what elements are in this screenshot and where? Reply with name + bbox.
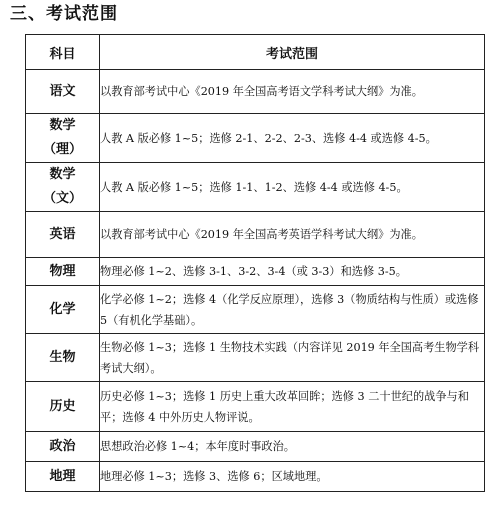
subject-cell — [26, 258, 100, 286]
section-title: 三、考试范围 — [10, 4, 118, 24]
scope-cell: 以教育部考试中心《2019 年全国高考英语学科考试大纲》为准。 — [100, 212, 485, 258]
subject-cell — [26, 432, 100, 462]
scope-cell: 人教 A 版必修 1~5；选修 1-1、1-2、选修 4-4 或选修 4-5。 — [100, 163, 485, 212]
table-header-row — [26, 35, 485, 70]
subject-cell — [26, 163, 100, 212]
scope-cell: 思想政治必修 1~4；本年度时事政治。 — [100, 432, 485, 462]
table-row — [26, 258, 485, 286]
scope-cell: 人教 A 版必修 1~5；选修 2-1、2-2、2-3、选修 4-4 或选修 4-5。 — [100, 114, 485, 163]
subject-name: 化学 — [49, 301, 76, 317]
subject-cell — [26, 462, 100, 492]
scope-cell: 历史必修 1~3；选修 1 历史上重大改革回眸；选修 3 二十世纪的战争与和平；选修 4 中外历史人物评说。 — [100, 382, 485, 432]
subject-name: 地理 — [49, 468, 76, 484]
subject-name: 英语 — [49, 226, 76, 242]
table-row — [26, 432, 485, 462]
scope-cell: 化学必修 1~2；选修 4（化学反应原理），选修 3（物质结构与性质）或选修 5（有机化学基础）。 — [100, 286, 485, 334]
scope-cell: 生物必修 1~3；选修 1 生物技术实践（内容详见 2019 年全国高考生物学科考试大纲）。 — [100, 334, 485, 382]
subject-cell — [26, 70, 100, 114]
subject-cell — [26, 212, 100, 258]
subject-name: 数学 — [49, 167, 76, 182]
subject-cell — [26, 382, 100, 432]
subject-name: 数学 — [49, 118, 76, 133]
header-subject: 科目 — [26, 35, 100, 70]
table-row — [26, 212, 485, 258]
subject-cell — [26, 334, 100, 382]
subject-name: 物理 — [49, 263, 76, 279]
scope-cell: 地理必修 1~3；选修 3、选修 6；区域地理。 — [100, 462, 485, 492]
subject-qualifier: （理） — [42, 142, 82, 157]
subject-name: 历史 — [49, 398, 76, 414]
subject-qualifier: （文） — [42, 191, 82, 206]
exam-scope-table — [25, 34, 485, 492]
subject-name: 生物 — [49, 349, 76, 365]
header-scope: 考试范围 — [100, 35, 485, 70]
subject-cell — [26, 114, 100, 163]
table-row — [26, 70, 485, 114]
subject-cell — [26, 286, 100, 334]
table-row — [26, 382, 485, 432]
table-row — [26, 462, 485, 492]
scope-cell: 以教育部考试中心《2019 年全国高考语文学科考试大纲》为准。 — [100, 70, 485, 114]
table-row — [26, 114, 485, 163]
table-row — [26, 163, 485, 212]
subject-name: 政治 — [49, 438, 76, 454]
subject-name: 语文 — [49, 83, 76, 99]
table-row — [26, 334, 485, 382]
table-row — [26, 286, 485, 334]
scope-cell: 物理必修 1~2、选修 3-1、3-2、3-4（或 3-3）和选修 3-5。 — [100, 258, 485, 286]
